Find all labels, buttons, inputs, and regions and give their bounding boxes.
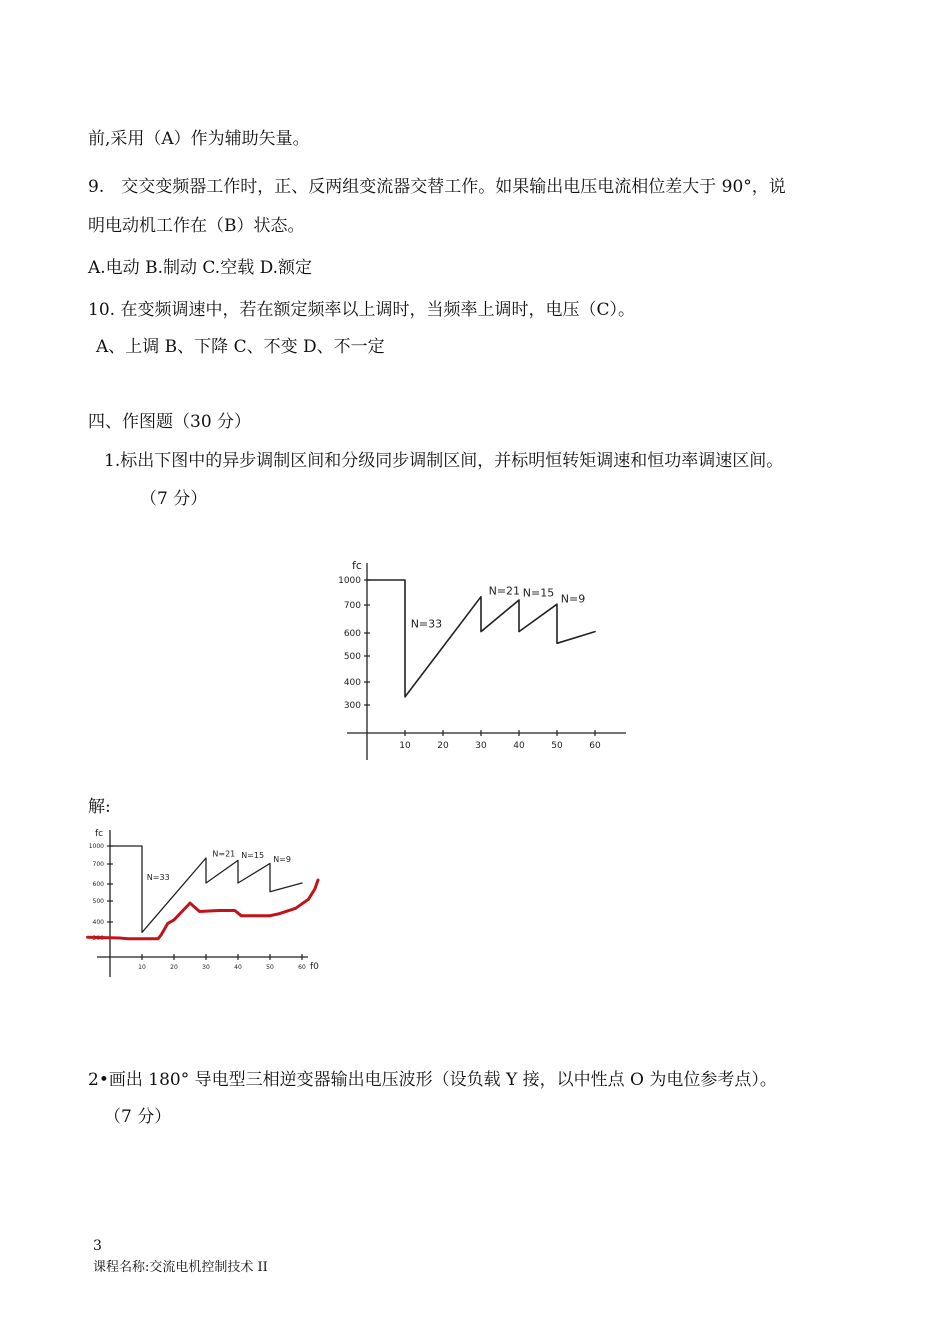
x-tick-label: 10: [138, 964, 146, 971]
y-tick-label: 1000: [338, 576, 361, 587]
annotation-label: N=33: [146, 873, 170, 882]
question-10-options: A、上调 B、下降 C、不变 D、不一定: [96, 337, 385, 357]
y-tick-label: 300: [92, 935, 104, 943]
x-tick-label: 20: [170, 964, 178, 971]
figure-question: [310, 545, 640, 770]
answer-label: 解:: [88, 797, 111, 817]
y-tick-label: 500: [343, 652, 361, 663]
x-tick-label: 60: [298, 964, 306, 971]
y-tick-label: 1000: [88, 843, 104, 851]
y-tick-label: 400: [343, 678, 361, 689]
drawing-question-1-score: （7 分）: [140, 489, 208, 509]
x-tick-label: 30: [475, 741, 487, 751]
x-tick-label: 40: [513, 741, 525, 751]
figure-answer: [80, 822, 325, 982]
annotation-label: N=9: [273, 855, 291, 865]
page-number: 3: [93, 1238, 102, 1254]
annotation-label: N=15: [522, 586, 555, 600]
drawing-question-1: 1.标出下图中的异步调制区间和分级同步调制区间，并标明恒转矩调速和恒功率调速区间。: [104, 451, 784, 471]
y-axis-label: fc: [95, 829, 104, 839]
y-tick-label: 700: [92, 861, 104, 869]
annotation-label: N=15: [241, 851, 265, 860]
x-tick-label: 10: [399, 741, 411, 751]
y-tick-label: 500: [92, 898, 104, 906]
x-tick-label: 30: [202, 964, 210, 971]
x-tick-label: 20: [437, 741, 449, 751]
question-9-line-1: 9. 交交变频器工作时，正、反两组变流器交替工作。如果输出电压电流相位差大于 90°，说: [88, 177, 786, 197]
y-axis-label: fc: [352, 559, 362, 572]
chart-answer: [80, 822, 325, 982]
x-tick-label: 40: [234, 964, 242, 971]
annotation-label: N=21: [488, 584, 521, 598]
x-axis-label: f0: [310, 962, 319, 972]
highlight-series-line: [88, 880, 318, 939]
course-name: 课程名称:交流电机控制技术 II: [93, 1260, 268, 1275]
question-10: 10. 在变频调速中，若在额定频率以上调时，当频率上调时，电压（C）。: [88, 300, 635, 320]
y-tick-label: 300: [343, 701, 361, 712]
annotation-label: N=33: [410, 617, 443, 631]
section-heading: 四、作图题（30 分）: [88, 412, 252, 432]
x-tick-label: 60: [589, 741, 601, 751]
y-tick-label: 400: [92, 919, 104, 927]
annotation-label: N=9: [560, 592, 586, 606]
question-9-line-2: 明电动机工作在（B）状态。: [88, 216, 305, 236]
annotation-label: N=21: [212, 849, 236, 859]
y-tick-label: 600: [343, 629, 361, 640]
drawing-question-2-score: （7 分）: [104, 1107, 172, 1127]
text-line-1: 前,采用（A）作为辅助矢量。: [88, 129, 310, 149]
x-tick-label: 50: [266, 964, 274, 971]
drawing-question-2: 2•画出 180° 导电型三相逆变器输出电压波形（设负载 Y 接，以中性点 O 为电位参考点）。: [88, 1070, 777, 1090]
question-9-options: A.电动 B.制动 C.空载 D.额定: [88, 258, 313, 278]
y-tick-label: 700: [343, 601, 361, 612]
chart-question: [310, 545, 640, 770]
x-tick-label: 50: [551, 741, 563, 751]
y-tick-label: 600: [92, 881, 104, 889]
